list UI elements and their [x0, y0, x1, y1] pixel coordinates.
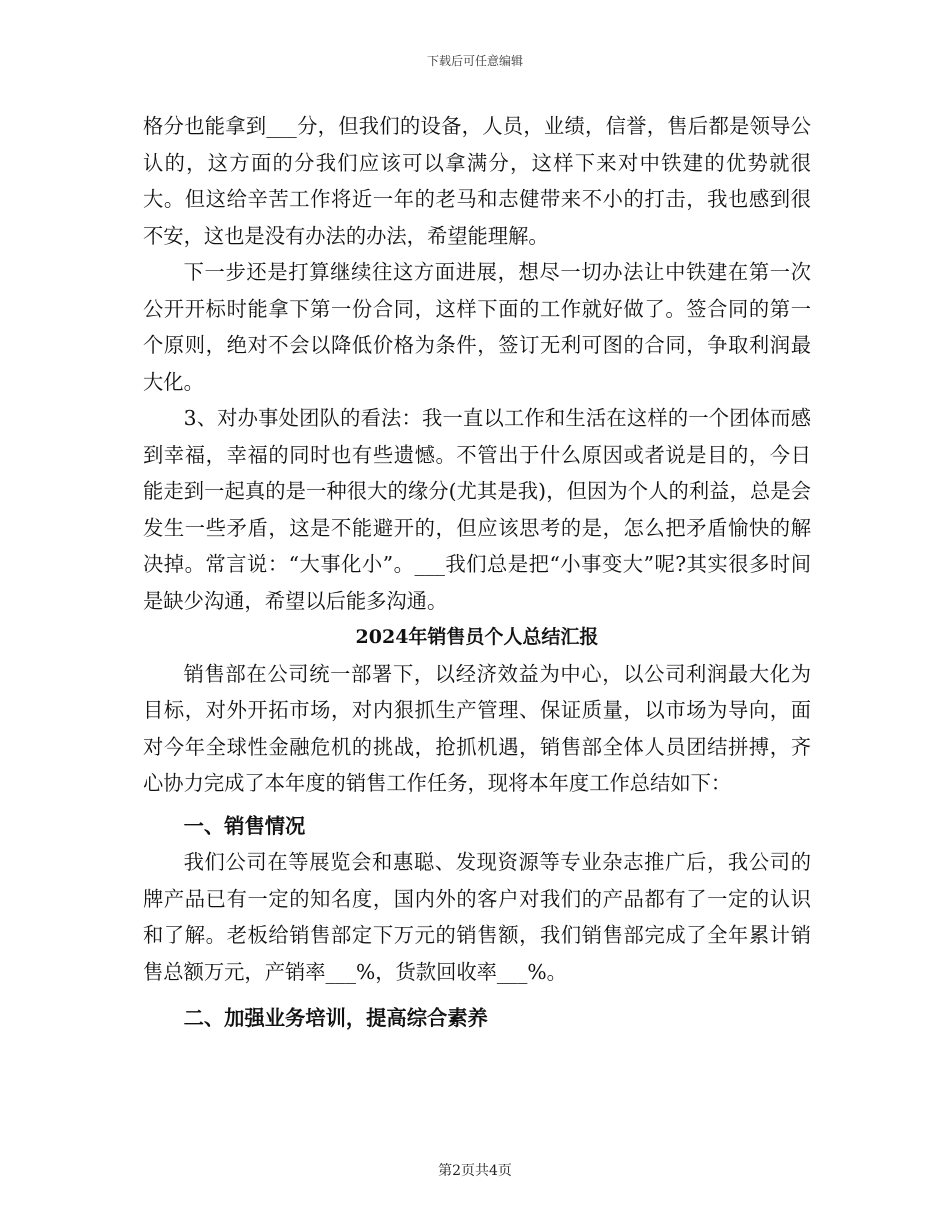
paragraph-continued: 格分也能拿到___分，但我们的设备，人员，业绩，信誉，售后都是领导公认的，这方面的分我们应该可以拿满分，这样下来对中铁建的优势就很大。但这给辛苦工作将近一年的老马和志健带来不小的打击，我也感到很不安，这也是没有办法的办法，希望能理解。	[143, 114, 811, 248]
heading-sales-situation: 一、销售情况	[183, 813, 306, 838]
paragraph-team-view: 3、对办事处团队的看法：我一直以工作和生活在这样的一个团体而感到幸福，幸福的同时也有些遗憾。不管出于什么原因或者说是目的，今日能走到一起真的是一种很大的缘分(尤其是我)，但因为个人的利益，总是会发生一些矛盾，这是不能避开的，但应该思考的是，怎么把矛盾愉快的解决掉。常言说：“大事化小”。___我们总是把“小事变大”呢?其实很多时间是缺少沟通，希望以后能多沟通。	[143, 406, 811, 613]
section-title: 2024年销售员个人总结汇报	[355, 626, 599, 648]
document-body	[143, 108, 811, 1037]
heading-training: 二、加强业务培训，提高综合素养	[183, 1006, 488, 1030]
paragraph-next-step: 下一步还是打算继续往这方面进展，想尽一切办法让中铁建在第一次公开开标时能拿下第一份合同，这样下面的工作就好做了。签合同的第一个原则，绝对不会以降低价格为条件，签订无利可图的合同，争取利润最大化。	[143, 260, 811, 394]
page-header: 下载后可任意编辑	[426, 54, 523, 68]
page-footer: 第2页共4页	[438, 1163, 512, 1179]
paragraph-intro: 销售部在公司统一部署下，以经济效益为中心，以公司利润最大化为目标，对外开拓市场，对内狠抓生产管理、保证质量，以市场为导向，面对今年全球性金融危机的挑战，抢抓机遇，销售部全体人员团结拼搏，齐心协力完成了本年度的销售工作任务，现将本年度工作总结如下：	[143, 661, 811, 795]
paragraph-sales: 我们公司在等展览会和惠聪、发现资源等专业杂志推广后，我公司的牌产品已有一定的知名度，国内外的客户对我们的产品都有了一定的认识和了解。老板给销售部定下万元的销售额，我们销售部完成了全年累计销售总额万元，产销率___%，货款回收率___%。	[143, 850, 811, 984]
